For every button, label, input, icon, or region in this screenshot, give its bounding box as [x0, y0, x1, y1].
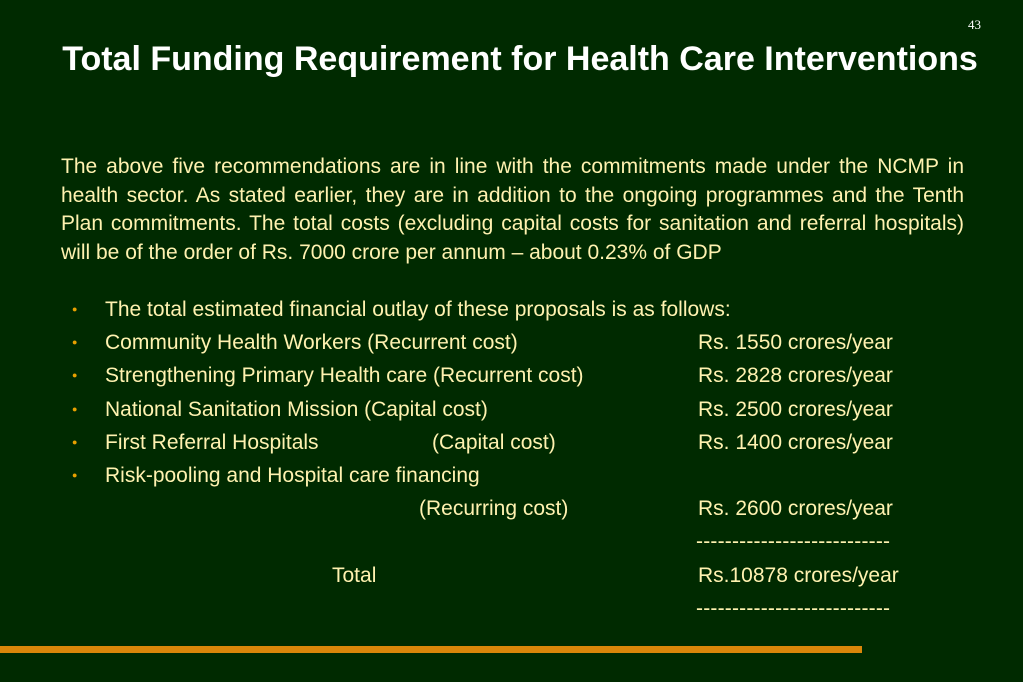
bullet-icon: ● [72, 370, 78, 381]
bullet-icon: ● [72, 436, 78, 447]
list-item-label: First Referral Hospitals [105, 430, 319, 454]
list-item-cost: Rs. 1550 crores/year [698, 331, 893, 355]
list-item-label: Community Health Workers (Recurrent cost) [105, 331, 518, 355]
list-item-label: The total estimated financial outlay of these proposals is as follows: [105, 298, 731, 321]
recurring-cost-value: Rs. 2600 crores/year [698, 497, 893, 521]
list-item-cost: Rs. 2828 crores/year [698, 364, 893, 388]
total-value: Rs.10878 crores/year [698, 563, 899, 587]
bottom-accent-bar [0, 646, 862, 653]
intro-paragraph: The above five recommendations are in line with the commitments made under the NCMP in health sector. As stated earlier, they are in addition to the ongoing programmes and the Tenth Plan commitments. The total costs (excluding capital costs for sanitation and referral hospitals) will be of the order of Rs. 7000 crore per annum – about 0.23% of GDP [61, 155, 964, 264]
separator-row [0, 592, 1023, 625]
bullet-icon: ● [72, 469, 78, 480]
list-item-label: National Sanitation Mission (Capital cost) [105, 397, 488, 421]
list-item [0, 293, 1023, 326]
recurring-cost-label: (Recurring cost) [419, 497, 569, 521]
list-item-cost: Rs. 1400 crores/year [698, 430, 893, 454]
separator-row [0, 525, 1023, 558]
list-item [0, 393, 1023, 426]
bullet-icon: ● [72, 403, 78, 414]
list-item [0, 459, 1023, 492]
separator-line: --------------------------- [696, 530, 891, 554]
list-item-label: Risk-pooling and Hospital care financing [105, 463, 480, 487]
list-item-cost-type: (Capital cost) [432, 430, 556, 454]
total-label: Total [332, 563, 377, 587]
total-row [0, 559, 1023, 592]
bullet-icon: ● [72, 337, 78, 348]
list-item [0, 426, 1023, 459]
bullet-icon: ● [72, 304, 78, 314]
list-item [0, 326, 1023, 359]
list-item-label: Strengthening Primary Health care (Recurrent cost) [105, 364, 584, 388]
recurring-row [0, 492, 1023, 525]
cost-list [0, 293, 1023, 625]
list-item [0, 359, 1023, 392]
slide-title: Total Funding Requirement for Health Care Interventions [62, 40, 978, 78]
list-item-cost: Rs. 2500 crores/year [698, 397, 893, 421]
slide-number: 43 [968, 17, 981, 32]
separator-line: --------------------------- [696, 596, 891, 620]
